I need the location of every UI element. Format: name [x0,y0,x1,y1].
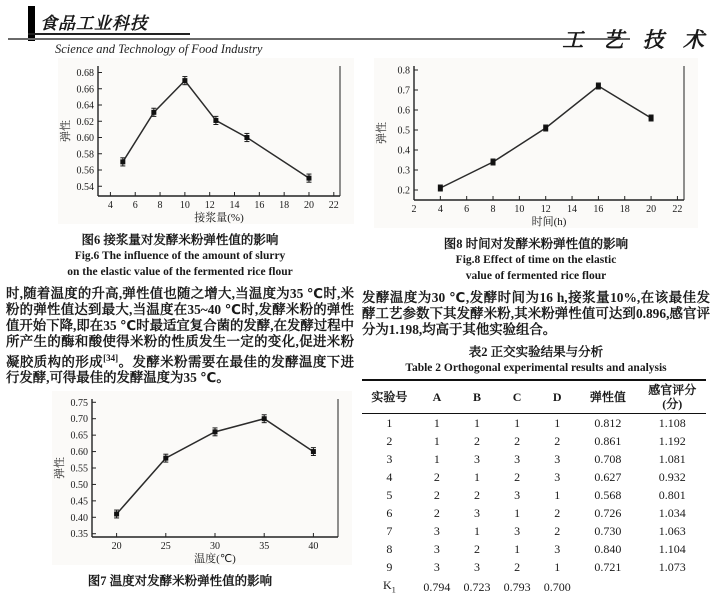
figure6-caption-cn: 图6 接浆量对发酵米粉弹性值的影响 [81,233,279,247]
svg-text:0.66: 0.66 [76,84,94,96]
header-rule [8,38,630,40]
table-cell: 0.793 [503,579,531,594]
svg-text:0.58: 0.58 [76,149,94,161]
svg-text:时间(h): 时间(h) [531,216,567,228]
table-cell: 0.812 [594,415,622,430]
table-cell: 4 [386,469,393,484]
figure7-caption-cn: 图7 温度对发酵米粉弹性值的影响 [87,574,273,589]
data-point [543,126,548,131]
table-header-row [362,380,706,414]
figure6-line-chart [58,58,354,224]
svg-text:4: 4 [107,200,113,211]
svg-text:16: 16 [593,204,604,215]
logo-bar [28,6,35,41]
table-cell: 0.932 [658,469,686,484]
table-row [362,504,706,522]
table-cell: 3 [474,559,480,574]
table-cell: 2 [474,541,480,556]
table-cell: 2 [433,469,440,484]
svg-text:弹性: 弹性 [60,120,72,142]
table-cell: 3 [474,505,480,520]
svg-text:0.60: 0.60 [70,447,88,459]
svg-text:0.68: 0.68 [76,68,94,79]
table-cell: $K_1$ [382,577,396,594]
table-cell: 0.627 [594,469,622,484]
table-cell: 5 [386,487,393,502]
data-point [213,430,218,435]
svg-text:0.65: 0.65 [70,431,88,443]
data-point [596,84,601,89]
table2-title-cn: 表2 正交实验结果与分析 [468,345,604,359]
svg-text:25: 25 [160,541,171,553]
svg-text:18: 18 [619,204,630,215]
svg-text:35: 35 [259,541,270,553]
svg-text:0.3: 0.3 [397,165,410,177]
right-column [362,58,710,598]
table-cell: 3 [554,541,561,556]
table-cell: 0.726 [594,505,622,520]
table-header-cell: C [497,380,537,414]
data-point [244,135,249,140]
svg-text:0.2: 0.2 [397,185,410,197]
data-point [151,110,156,115]
table-cell: 1 [433,433,440,448]
svg-text:0.45: 0.45 [70,496,88,508]
table-cell: 1 [474,415,480,430]
table-cell: 1.063 [658,523,686,538]
data-point [306,176,311,181]
table-cell: 9 [386,559,393,574]
fig7-svg [52,391,352,565]
table-cell: 1 [474,469,480,484]
table-cell: 3 [514,451,521,466]
journal-name-english: Science and Technology of Food Industry [55,42,263,56]
table-cell: 3 [433,523,440,538]
table-cell: 0.723 [463,579,491,594]
fig8-svg [374,58,698,228]
table-header-cell: 实验号 [362,380,417,414]
data-point [649,116,654,121]
svg-text:14: 14 [567,204,578,215]
figure7-line-chart [52,391,352,565]
table-cell: 1 [386,415,393,430]
table-cell: 0.708 [594,451,622,466]
svg-text:0.56: 0.56 [76,165,94,177]
figure6-caption-en-line2: on the elastic value of the fermented rice flour [67,266,293,278]
table-cell: 1.108 [658,415,686,430]
table-header-cell: D [537,380,577,414]
svg-text:0.54: 0.54 [76,181,94,193]
svg-text:弹性: 弹性 [54,457,66,480]
data-point [163,456,168,461]
table-cell: 0.794 [423,579,451,594]
svg-text:30: 30 [210,541,220,553]
svg-text:18: 18 [279,200,290,211]
section-title: 工 艺 技 术 [562,28,711,52]
table-cell: 3 [554,469,561,484]
body-paragraph-left [6,286,354,386]
data-point [114,512,119,517]
table-cell: 2 [514,559,521,574]
table-row [362,414,706,433]
table-cell: 0.840 [594,541,622,556]
table-cell: 1.192 [658,433,686,448]
table-header-cell: B [457,380,497,414]
table-cell: 1.034 [658,505,686,520]
svg-text:20: 20 [646,204,657,215]
svg-text:4: 4 [437,204,443,215]
svg-text:8: 8 [157,200,163,211]
figure8-caption-en-line1: Fig.8 Effect of time on the elastic [455,254,617,266]
table-row [362,522,706,540]
left-column [6,58,354,589]
svg-text:接浆量(%): 接浆量(%) [194,212,244,224]
fig6-svg [58,58,354,224]
table-cell: 2 [474,487,480,502]
svg-text:22: 22 [672,204,683,215]
table-cell: 2 [514,433,521,448]
svg-text:6: 6 [464,204,470,215]
table-row [362,558,706,576]
table-cell: 1 [514,415,521,430]
table-cell: 2 [554,433,561,448]
table-cell: 0.721 [594,559,622,574]
svg-text:0.64: 0.64 [76,100,94,112]
table-cell: 2 [433,505,440,520]
table-cell: 2 [474,433,480,448]
table-row [362,576,706,598]
data-line [440,86,651,188]
table-cell: 0.801 [658,487,686,502]
table-cell: 6 [386,505,393,520]
table-cell: 1 [474,523,480,538]
svg-text:22: 22 [328,200,339,211]
data-point [438,186,443,191]
table-cell: 2 [554,523,561,538]
data-point [213,118,218,123]
paragraph-text-post: 。发酵米粉需要在最佳的发酵温度下进行发酵,可得最佳的发酵温度为35 ℃。 [6,354,354,386]
table-row [362,450,706,468]
svg-text:12: 12 [540,204,551,215]
svg-text:0.75: 0.75 [70,398,88,410]
logo-underline [28,33,190,35]
table-cell: 1.073 [658,559,686,574]
table-cell: 1 [514,541,521,556]
svg-text:40: 40 [308,541,319,553]
table-cell: 8 [386,541,393,556]
figure6-caption-en-line1: Fig.6 The influence of the amount of slurry [74,250,286,262]
svg-text:0.5: 0.5 [397,125,410,137]
svg-text:0.60: 0.60 [76,133,94,144]
table-cell: 1 [433,451,440,466]
svg-text:0.50: 0.50 [70,480,88,492]
table-cell [638,576,706,598]
svg-text:20: 20 [303,200,314,211]
table-cell: 0.730 [594,523,622,538]
figure8-caption-en-line2: value of fermented rice flour [465,270,607,282]
paragraph-text-pre: 时,随着温度的升高,弹性值也随之增大,当温度为35 ℃时,米粉的弹性值达到最大,当温度在35~40 ℃时,发酵米粉的弹性值开始下降,即在35 ℃时最适宜复合菌的发酵,在发酵过程中所产生的酶和酸使得米粉的性质发生一定的变化,促进米粉凝胶质构的形成 [6,286,354,370]
data-point [491,160,496,165]
data-point [182,78,187,83]
table-row [362,432,706,450]
table-cell: 1 [514,505,521,520]
table-cell: 2 [514,469,521,484]
table-cell: 3 [554,451,561,466]
table-cell: 2 [386,433,393,448]
svg-text:10: 10 [514,204,525,215]
table-header-cell: A [417,380,457,414]
svg-text:14: 14 [229,200,240,211]
journal-logo-chinese: 食品工业科技 [40,14,148,33]
svg-text:0.55: 0.55 [70,463,88,475]
svg-text:16: 16 [254,200,265,211]
table-cell: 1 [554,415,561,430]
table-cell: 0.861 [594,433,622,448]
svg-text:0.4: 0.4 [397,145,410,157]
svg-text:0.8: 0.8 [397,65,410,77]
table-row [362,540,706,558]
data-line [123,81,309,179]
table-cell: 1 [433,415,440,430]
table-cell: 2 [433,487,440,502]
data-point [262,417,267,422]
orthogonal-results-table [362,379,706,598]
data-point [311,450,316,455]
svg-text:0.7: 0.7 [397,85,410,97]
table-cell: 3 [474,451,480,466]
table-header-cell: 弹性值 [577,380,638,414]
figure8-caption-cn: 图8 时间对发酵米粉弹性值的影响 [443,237,629,251]
citation-reference: [34] [103,353,119,363]
svg-text:0.6: 0.6 [397,105,410,117]
svg-text:0.70: 0.70 [70,414,88,426]
data-point [120,159,125,164]
svg-text:10: 10 [179,200,190,211]
table-cell: 3 [433,559,440,574]
table-cell: 3 [514,523,521,538]
figure8-line-chart [374,58,698,228]
svg-text:弹性: 弹性 [376,122,388,144]
table2-title-en: Table 2 Orthogonal experimental results and analysis [405,362,667,374]
body-paragraph-right: 发酵温度为30 ℃,发酵时间为16 h,接浆量10%,在该最佳发酵工艺参数下其发酵米粉,其米粉弹性值可达到0.896,感官评分为1.198,均高于其他实验组合。 [362,290,710,337]
svg-text:20: 20 [111,541,122,553]
svg-text:0.35: 0.35 [70,529,88,541]
svg-text:温度(℃): 温度(℃) [194,553,236,566]
table-cell: 2 [554,505,561,520]
svg-text:8: 8 [490,204,496,215]
table-cell: 1 [554,487,561,502]
table-cell [577,576,638,598]
table-cell: 1.104 [658,541,686,556]
table-cell: 1 [554,559,561,574]
table-cell: 0.568 [594,487,622,502]
table-cell: 3 [386,451,393,466]
table-cell: 7 [386,523,393,538]
table-header-cell: 感官评分 (分) [638,380,706,414]
table-cell: 0.700 [543,579,571,594]
svg-text:6: 6 [132,200,138,211]
table-row [362,486,706,504]
svg-text:2: 2 [411,204,417,215]
svg-text:0.62: 0.62 [76,116,94,128]
svg-text:12: 12 [204,200,215,211]
table-cell: 1.081 [658,451,686,466]
svg-text:0.40: 0.40 [70,513,88,525]
table-cell: 3 [514,487,521,502]
table-cell: 3 [433,541,440,556]
table-row [362,468,706,486]
